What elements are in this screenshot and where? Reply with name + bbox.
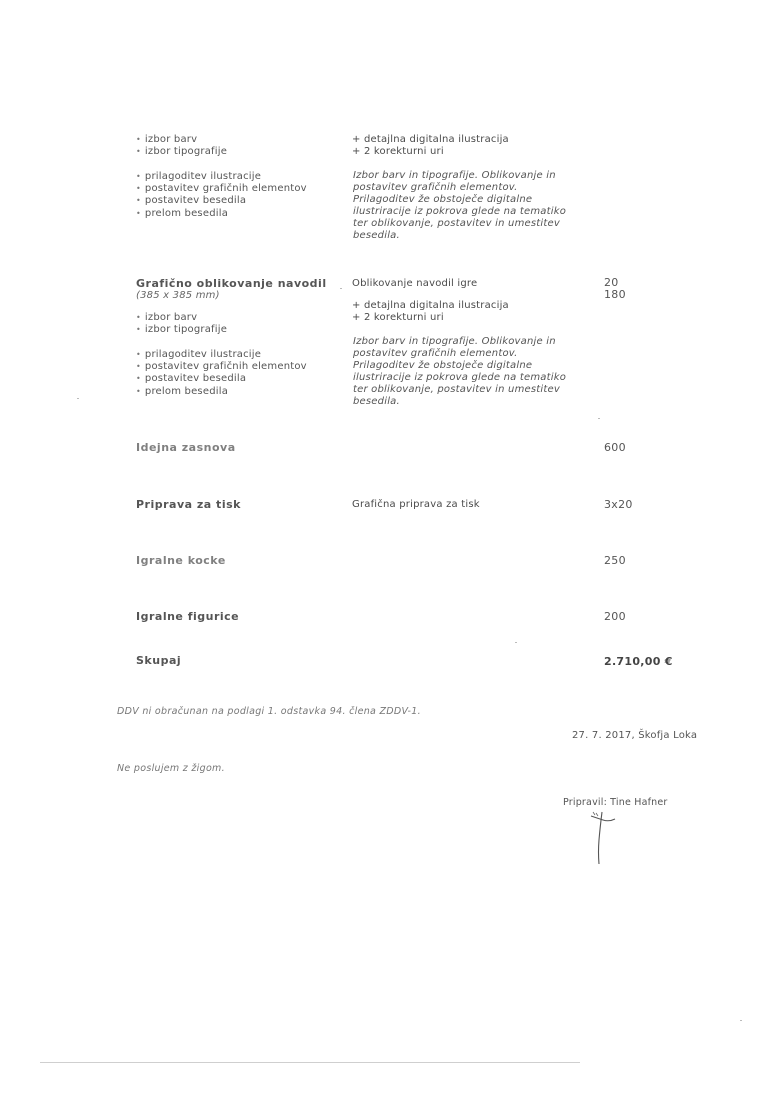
row-value-priprava-za-tisk: 3x20 <box>604 498 633 511</box>
section2-bullets-a <box>136 312 227 336</box>
list-item: • izbor tipografije <box>136 324 227 336</box>
row-label-priprava-za-tisk: Priprava za tisk <box>136 498 241 511</box>
italic-line: ilustriracije iz pokrova glede na tematiko <box>353 372 567 383</box>
section2-dimensions: (385 x 385 mm) <box>136 290 220 301</box>
italic-line: besedila. <box>353 230 400 241</box>
section2-value-1: 20 <box>604 276 619 289</box>
section2-extra-illustration: + detajlna digitalna ilustracija <box>352 300 509 311</box>
row-value-igralne-figurice: 200 <box>604 610 626 623</box>
italic-line: postavitev grafičnih elementov. <box>353 182 518 193</box>
scan-edge-line <box>40 1062 580 1063</box>
scan-speck <box>77 398 79 399</box>
section2-extra-correction: + 2 korekturni uri <box>352 312 444 323</box>
row-label-igralne-figurice: Igralne figurice <box>136 610 240 623</box>
signature-mark <box>585 806 625 868</box>
row-label-igralne-kocke: Igralne kocke <box>136 554 226 567</box>
section2-value-2: 180 <box>604 288 626 301</box>
date-place: 27. 7. 2017, Škofja Loka <box>572 730 698 741</box>
section1-bullets-b <box>136 171 307 220</box>
section1-extra-illustration: + detajlna digitalna ilustracija <box>352 134 509 145</box>
scan-speck <box>515 642 517 643</box>
row-label-idejna-zasnova: Idejna zasnova <box>136 441 236 454</box>
list-item: • izbor tipografije <box>136 146 227 158</box>
italic-line: Prilagoditev že obstoječe digitalne <box>353 194 533 205</box>
total-label: Skupaj <box>136 654 182 667</box>
italic-line: ter oblikovanje, postavitev in umestitev <box>353 384 560 395</box>
row-value-idejna-zasnova: 600 <box>604 441 626 454</box>
vat-note: DDV ni obračunan na podlagi 1. odstavka 94. člena ZDDV-1. <box>117 706 421 717</box>
italic-line: ter oblikovanje, postavitev in umestitev <box>353 218 560 229</box>
italic-line: postavitev grafičnih elementov. <box>353 348 518 359</box>
italic-line: besedila. <box>353 396 400 407</box>
italic-line: Izbor barv in tipografije. Oblikovanje in <box>353 336 556 347</box>
list-item: • prilagoditev ilustracije <box>136 349 307 361</box>
total-value: 2.710,00 € <box>604 655 673 668</box>
list-item: • prelom besedila <box>136 208 307 220</box>
scan-speck <box>340 288 342 289</box>
list-item: • postavitev besedila <box>136 373 307 385</box>
section2-description: Oblikovanje navodil igre <box>352 278 478 289</box>
scan-speck <box>740 1020 742 1021</box>
italic-line: ilustriracije iz pokrova glede na tematiko <box>353 206 567 217</box>
section2-bullets-b <box>136 349 307 398</box>
list-item: • postavitev grafičnih elementov <box>136 361 307 373</box>
list-item: • prilagoditev ilustracije <box>136 171 307 183</box>
row-value-igralne-kocke: 250 <box>604 554 626 567</box>
row-description-priprava-za-tisk: Grafična priprava za tisk <box>352 499 480 510</box>
list-item: • postavitev besedila <box>136 195 307 207</box>
italic-line: Izbor barv in tipografije. Oblikovanje in <box>353 170 556 181</box>
italic-line: Prilagoditev že obstoječe digitalne <box>353 360 533 371</box>
list-item: • izbor barv <box>136 134 227 146</box>
section2-title: Grafično oblikovanje navodil <box>136 277 327 290</box>
prepared-by: Pripravil: Tine Hafner <box>563 797 668 808</box>
list-item: • izbor barv <box>136 312 227 324</box>
stamp-note: Ne poslujem z žigom. <box>117 763 225 774</box>
section1-extra-correction: + 2 korekturni uri <box>352 146 444 157</box>
list-item: • postavitev grafičnih elementov <box>136 183 307 195</box>
list-item: • prelom besedila <box>136 386 307 398</box>
section1-bullets-a <box>136 134 227 158</box>
scan-speck <box>598 418 600 419</box>
